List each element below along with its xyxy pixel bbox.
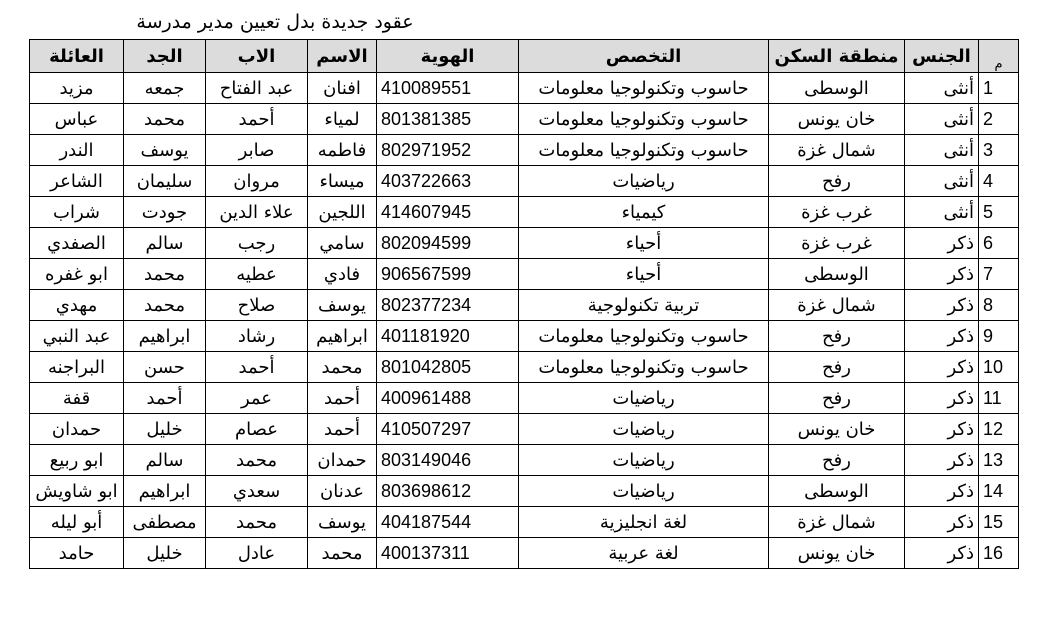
header-specialty: التخصص [519,40,769,73]
cell-grandfather: مصطفى [124,507,206,538]
cell-name: اللجين [308,197,377,228]
cell-gender: ذكر [905,259,979,290]
cell-father: محمد [206,445,308,476]
cell-num: 12 [979,414,1019,445]
cell-region: رفح [769,445,905,476]
cell-name: ابراهيم [308,321,377,352]
cell-specialty: حاسوب وتكنولوجيا معلومات [519,104,769,135]
cell-grandfather: محمد [124,104,206,135]
cell-num: 11 [979,383,1019,414]
table-row [30,383,1019,414]
cell-specialty: حاسوب وتكنولوجيا معلومات [519,73,769,104]
cell-id: 400137311 [377,538,519,569]
cell-father: صابر [206,135,308,166]
cell-father: أحمد [206,352,308,383]
cell-family: أبو ليله [30,507,124,538]
cell-name: يوسف [308,290,377,321]
cell-specialty: رياضيات [519,166,769,197]
cell-specialty: رياضيات [519,383,769,414]
cell-id: 803698612 [377,476,519,507]
cell-region: خان يونس [769,414,905,445]
cell-num: 10 [979,352,1019,383]
cell-gender: أنثى [905,166,979,197]
header-father: الاب [206,40,308,73]
cell-num: 2 [979,104,1019,135]
cell-id: 403722663 [377,166,519,197]
table-row [30,73,1019,104]
cell-father: صلاح [206,290,308,321]
cell-gender: ذكر [905,290,979,321]
table-row [30,352,1019,383]
header-gender: الجنس [905,40,979,73]
cell-gender: أنثى [905,104,979,135]
cell-name: محمد [308,538,377,569]
cell-specialty: لغة عربية [519,538,769,569]
header-name: الاسم [308,40,377,73]
cell-id: 401181920 [377,321,519,352]
cell-family: حمدان [30,414,124,445]
table-header-row [30,40,1019,73]
cell-id: 802094599 [377,228,519,259]
cell-grandfather: يوسف [124,135,206,166]
cell-father: عبد الفتاح [206,73,308,104]
cell-region: خان يونس [769,538,905,569]
document-title: عقود جديدة بدل تعيين مدير مدرسة [136,11,414,33]
header-id: الهوية [377,40,519,73]
cell-id: 400961488 [377,383,519,414]
cell-name: سامي [308,228,377,259]
cell-gender: ذكر [905,383,979,414]
cell-gender: ذكر [905,445,979,476]
cell-specialty: رياضيات [519,414,769,445]
cell-father: علاء الدين [206,197,308,228]
cell-region: شمال غزة [769,507,905,538]
cell-region: شمال غزة [769,290,905,321]
table-row [30,507,1019,538]
table-row [30,104,1019,135]
cell-grandfather: ابراهيم [124,476,206,507]
cell-specialty: رياضيات [519,476,769,507]
table-row [30,259,1019,290]
cell-family: مهدي [30,290,124,321]
cell-family: ابو ربيع [30,445,124,476]
cell-gender: أنثى [905,73,979,104]
cell-specialty: أحياء [519,259,769,290]
cell-region: خان يونس [769,104,905,135]
cell-num: 1 [979,73,1019,104]
cell-name: فادي [308,259,377,290]
table-row [30,290,1019,321]
cell-num: 5 [979,197,1019,228]
cell-region: غرب غزة [769,228,905,259]
cell-specialty: تربية تكنولوجية [519,290,769,321]
header-region: منطقة السكن [769,40,905,73]
cell-family: الشاعر [30,166,124,197]
cell-region: الوسطى [769,476,905,507]
cell-grandfather: خليل [124,538,206,569]
cell-family: مزيد [30,73,124,104]
cell-specialty: حاسوب وتكنولوجيا معلومات [519,321,769,352]
table-row [30,414,1019,445]
cell-region: الوسطى [769,259,905,290]
cell-grandfather: سالم [124,445,206,476]
cell-num: 14 [979,476,1019,507]
cell-family: عباس [30,104,124,135]
cell-id: 802971952 [377,135,519,166]
cell-num: 3 [979,135,1019,166]
cell-region: رفح [769,383,905,414]
cell-name: أحمد [308,383,377,414]
cell-num: 9 [979,321,1019,352]
cell-name: افنان [308,73,377,104]
cell-grandfather: جودت [124,197,206,228]
cell-gender: ذكر [905,352,979,383]
cell-grandfather: جمعه [124,73,206,104]
cell-region: رفح [769,352,905,383]
cell-name: لمياء [308,104,377,135]
cell-name: محمد [308,352,377,383]
cell-grandfather: سالم [124,228,206,259]
cell-gender: ذكر [905,414,979,445]
table-row [30,321,1019,352]
cell-gender: ذكر [905,321,979,352]
cell-id: 801042805 [377,352,519,383]
cell-family: حامد [30,538,124,569]
cell-num: 4 [979,166,1019,197]
cell-grandfather: ابراهيم [124,321,206,352]
cell-gender: ذكر [905,476,979,507]
cell-num: 6 [979,228,1019,259]
cell-num: 16 [979,538,1019,569]
cell-region: رفح [769,166,905,197]
cell-specialty: حاسوب وتكنولوجيا معلومات [519,352,769,383]
cell-father: سعدي [206,476,308,507]
header-family: العائلة [30,40,124,73]
cell-father: رشاد [206,321,308,352]
cell-gender: ذكر [905,507,979,538]
cell-name: ميساء [308,166,377,197]
cell-specialty: حاسوب وتكنولوجيا معلومات [519,135,769,166]
cell-father: محمد [206,507,308,538]
table-row [30,476,1019,507]
cell-id: 801381385 [377,104,519,135]
cell-specialty: لغة انجليزية [519,507,769,538]
cell-name: عدنان [308,476,377,507]
cell-name: أحمد [308,414,377,445]
cell-grandfather: حسن [124,352,206,383]
cell-family: عبد النبي [30,321,124,352]
cell-father: عمر [206,383,308,414]
header-grandfather: الجد [124,40,206,73]
cell-id: 803149046 [377,445,519,476]
cell-num: 8 [979,290,1019,321]
cell-specialty: أحياء [519,228,769,259]
contracts-table [29,39,1019,569]
cell-id: 410089551 [377,73,519,104]
cell-grandfather: محمد [124,290,206,321]
cell-grandfather: محمد [124,259,206,290]
cell-specialty: كيمياء [519,197,769,228]
cell-father: أحمد [206,104,308,135]
cell-grandfather: أحمد [124,383,206,414]
cell-family: البراجنه [30,352,124,383]
cell-id: 414607945 [377,197,519,228]
cell-region: رفح [769,321,905,352]
table-row [30,135,1019,166]
cell-father: عصام [206,414,308,445]
cell-grandfather: خليل [124,414,206,445]
cell-family: شراب [30,197,124,228]
cell-family: الندر [30,135,124,166]
cell-gender: ذكر [905,228,979,259]
cell-region: الوسطى [769,73,905,104]
cell-father: رجب [206,228,308,259]
cell-gender: ذكر [905,538,979,569]
cell-grandfather: سليمان [124,166,206,197]
cell-num: 15 [979,507,1019,538]
cell-father: عادل [206,538,308,569]
cell-family: قفة [30,383,124,414]
cell-father: مروان [206,166,308,197]
table-row [30,445,1019,476]
cell-region: غرب غزة [769,197,905,228]
cell-name: فاطمه [308,135,377,166]
cell-id: 404187544 [377,507,519,538]
cell-father: عطيه [206,259,308,290]
table-row [30,197,1019,228]
cell-name: حمدان [308,445,377,476]
cell-family: ابو شاويش [30,476,124,507]
cell-name: يوسف [308,507,377,538]
cell-id: 906567599 [377,259,519,290]
cell-region: شمال غزة [769,135,905,166]
cell-family: الصفدي [30,228,124,259]
cell-id: 410507297 [377,414,519,445]
table-row [30,228,1019,259]
cell-gender: أنثى [905,197,979,228]
cell-specialty: رياضيات [519,445,769,476]
cell-num: 7 [979,259,1019,290]
table-row [30,166,1019,197]
cell-gender: أنثى [905,135,979,166]
cell-id: 802377234 [377,290,519,321]
table-row [30,538,1019,569]
header-num: م [979,40,1019,73]
cell-family: ابو غفره [30,259,124,290]
cell-num: 13 [979,445,1019,476]
